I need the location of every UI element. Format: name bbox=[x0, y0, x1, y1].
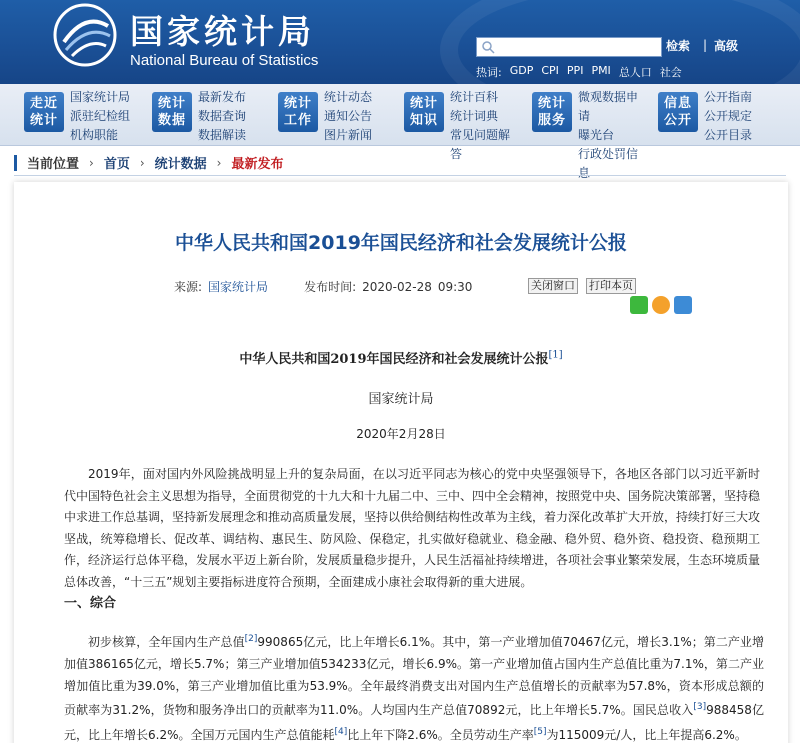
nav-link[interactable]: 常见问题解 bbox=[450, 128, 511, 142]
nbs-logo-icon[interactable] bbox=[52, 2, 118, 68]
nav-link[interactable]: 请 bbox=[578, 109, 591, 123]
publish-time: 09:30 bbox=[437, 279, 473, 294]
nav-link[interactable]: 图片新闻 bbox=[324, 128, 373, 142]
nav-link[interactable]: 数据查询 bbox=[198, 109, 247, 123]
search-separator: | bbox=[703, 38, 708, 52]
hot-word-ppi[interactable]: PPI bbox=[566, 64, 584, 77]
hot-word-society[interactable]: 社会 bbox=[659, 66, 682, 79]
breadcrumb-label: 当前位置 bbox=[27, 157, 80, 172]
wechat-share-icon[interactable] bbox=[630, 296, 648, 314]
nav-link[interactable]: 机构职能 bbox=[70, 128, 119, 142]
nav-badge-work[interactable]: 统计 工作 bbox=[278, 92, 318, 132]
search-icon bbox=[481, 40, 495, 54]
nav-link[interactable]: 息 bbox=[578, 166, 591, 180]
footnote-link[interactable]: [3] bbox=[693, 702, 707, 713]
article-container bbox=[14, 182, 788, 743]
nav-link[interactable]: 统计百科 bbox=[450, 90, 499, 104]
article-title: 中华人民共和国2019年国民经济和社会发展统计公报 bbox=[175, 232, 627, 254]
advanced-search-button[interactable]: 高级 bbox=[714, 39, 739, 53]
footnote-link[interactable]: [4] bbox=[334, 727, 348, 738]
footnote-link[interactable]: [2] bbox=[244, 634, 258, 644]
hot-word-population[interactable]: 总人口 bbox=[618, 66, 652, 79]
nav-link[interactable]: 通知公告 bbox=[324, 109, 373, 123]
search-button[interactable]: 检索 bbox=[666, 39, 691, 53]
document-date: 2020年2月28日 bbox=[356, 427, 446, 441]
nav-link[interactable]: 最新发布 bbox=[198, 90, 247, 104]
breadcrumb bbox=[14, 150, 786, 176]
paragraph-intro: 2019年，面对国内外风险挑战明显上升的复杂局面，在以习近平同志为核心的党中央坚强领导下，各地区各部门以习近平新时代中国特色社会主义思想为指导，全面贯彻党的十九大和十九届二中、三中、四中全会精神，按照党中央、国务院决策部署，坚持稳中求进工作总基调，坚持新发展理念和推动高质量发展，坚持以供给侧结构性改革为主线，着力深化改革扩大开放，持续打好三大攻坚战，统筹稳增长、促改革、调结构、惠民生、防风险、保稳定，扎实做好稳就业、稳金融、稳外贸、稳外资、稳投资、稳预期工作，经济运行总体平稳，发展水平迈上新台阶，发展质量稳步提升，人民生活福祉持续增进，各项社会事业繁荣发展，生态环境质量总体改善，“十三五”规划主要指标进度符合预期，全面建成小康社会取得新的重大进展。 bbox=[64, 467, 761, 589]
source-link[interactable]: 国家统计局 bbox=[208, 280, 269, 294]
hot-word-pmi[interactable]: PMI bbox=[591, 64, 611, 77]
nav-link[interactable]: 答 bbox=[450, 147, 463, 161]
favorite-star-icon[interactable] bbox=[674, 296, 692, 314]
date-label: 发布时间: bbox=[304, 280, 357, 294]
breadcrumb-statistics-data[interactable]: 统计数据 bbox=[154, 157, 207, 172]
nav-link[interactable]: 统计词典 bbox=[450, 109, 499, 123]
document-title: 中华人民共和国2019年国民经济和社会发展统计公报[1] bbox=[239, 349, 563, 367]
nav-link[interactable]: 行政处罚信 bbox=[578, 147, 639, 161]
hot-word-cpi[interactable]: CPI bbox=[541, 64, 559, 77]
site-title-en[interactable]: National Bureau of Statistics bbox=[130, 52, 319, 69]
chevron-right-icon: › bbox=[89, 155, 94, 170]
nav-link[interactable]: 派驻纪检组 bbox=[70, 109, 131, 123]
paragraph-summary: 初步核算，全年国内生产总值[2]990865亿元，比上年增长6.1%。其中，第一产业增加值70467亿元，增长3.1%；第二产业增加值386165亿元，增长5.7%；第三产业增加值534233亿元，增长6.9%。第一产业增加值占国内生产总值比重为7.1%，第二产业增加值比重为39.0%，第三产业增加值比重为53.9%。全年最终消费支出对国内生产总值增长的贡献率为57.8%，资本形成总额的贡献率为31.2%，货物和服务净出口的贡献率为11.0%。人均国内生产总值70892元，比上年增长5.7%。国民总收入[3]988458亿元，比上年增长6.2%。全国万元国内生产总值能耗[4]比上年下降2.6%。全员劳动生产率[5]为115009元/人，比上年提高6.2%。 bbox=[64, 634, 765, 743]
nav-link[interactable]: 微观数据申 bbox=[578, 90, 639, 104]
nav-badge-data[interactable]: 统计 数据 bbox=[152, 92, 192, 132]
article-meta bbox=[174, 278, 472, 295]
weibo-share-icon[interactable] bbox=[652, 296, 670, 314]
publish-date: 2020-02-28 bbox=[362, 279, 432, 294]
breadcrumb-home[interactable]: 首页 bbox=[103, 157, 130, 172]
close-window-button[interactable]: 关闭窗口 bbox=[528, 278, 578, 294]
nav-badge-about[interactable]: 走近 统计 bbox=[24, 92, 64, 132]
nav-link[interactable]: 公开目录 bbox=[704, 128, 753, 142]
nav-badge-knowledge[interactable]: 统计 知识 bbox=[404, 92, 444, 132]
print-page-button[interactable]: 打印本页 bbox=[586, 278, 636, 294]
breadcrumb-current[interactable]: 最新发布 bbox=[231, 157, 284, 172]
nav-link[interactable]: 公开指南 bbox=[704, 90, 753, 104]
footnote-link[interactable]: [5] bbox=[533, 727, 547, 738]
nav-badge-service[interactable]: 统计 服务 bbox=[532, 92, 572, 132]
share-bar bbox=[630, 296, 692, 314]
chevron-right-icon: › bbox=[216, 155, 222, 170]
hot-words bbox=[476, 64, 682, 80]
site-header bbox=[0, 0, 800, 84]
nav-link[interactable]: 统计动态 bbox=[324, 90, 373, 104]
nav-link[interactable]: 曝光台 bbox=[578, 128, 615, 142]
hot-word-gdp[interactable]: GDP bbox=[509, 64, 534, 77]
nav-link[interactable]: 数据解读 bbox=[198, 128, 247, 142]
search-input[interactable] bbox=[476, 37, 662, 57]
site-title-cn[interactable]: 国家统计局 bbox=[130, 12, 315, 51]
breadcrumb-marker bbox=[14, 155, 17, 171]
document-author: 国家统计局 bbox=[368, 392, 434, 407]
hot-words-label: 热词: bbox=[476, 66, 502, 79]
source-label: 来源: bbox=[174, 280, 203, 294]
nav-link[interactable]: 公开规定 bbox=[704, 109, 753, 123]
nav-badge-public[interactable]: 信息 公开 bbox=[658, 92, 698, 132]
footnote-link[interactable]: [1] bbox=[548, 349, 563, 361]
section-heading: 一、综合 bbox=[64, 596, 117, 611]
nav-link[interactable]: 国家统计局 bbox=[70, 90, 131, 104]
chevron-right-icon: › bbox=[139, 155, 145, 170]
